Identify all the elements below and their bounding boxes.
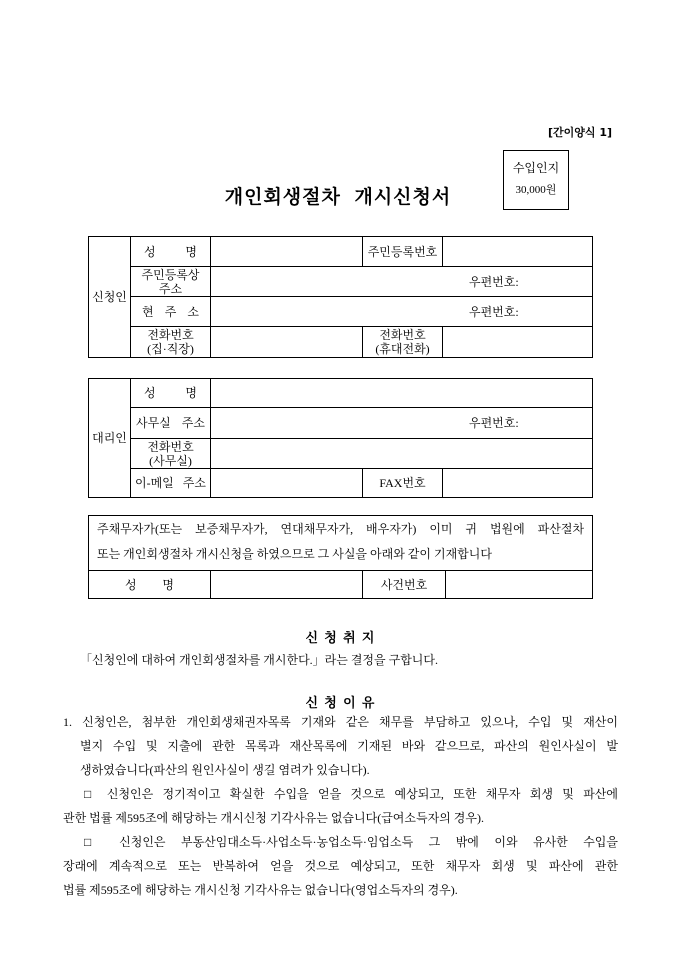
reasons-heading: 신 청 이 유 bbox=[305, 695, 375, 710]
reason-line: 법률 제595조에 해당하는 개시신청 기각사유는 없습니다(영업소득자의 경우). bbox=[63, 883, 458, 897]
reason-paragraph-3 bbox=[63, 830, 618, 902]
applicant-mobile-phone-label-line2: (휴대전화) bbox=[375, 342, 430, 356]
prior-filing-name-label-cell bbox=[89, 571, 211, 599]
agent-table bbox=[88, 378, 593, 498]
agent-section-label: 대리인 bbox=[89, 379, 131, 498]
applicant-current-address-label: 현 주 소 bbox=[142, 304, 199, 319]
agent-name-field bbox=[211, 379, 593, 408]
reason-line: 별지 수입 및 지출에 관한 목록과 재산목록에 기재된 바와 같으므로, 파산의 원인사실이 발 bbox=[80, 739, 618, 753]
reason-paragraph-2 bbox=[63, 782, 618, 830]
agent-name-label-cell bbox=[131, 379, 211, 408]
agent-name-label: 성 명 bbox=[144, 386, 197, 400]
agent-email-label: 이-메일 주소 bbox=[135, 476, 206, 490]
prior-filing-notice bbox=[89, 516, 593, 571]
agent-office-phone-label-line2: (사무실) bbox=[149, 453, 192, 468]
applicant-mobile-phone-label bbox=[363, 327, 443, 358]
agent-email-field bbox=[211, 469, 363, 498]
applicant-mobile-phone-field bbox=[443, 327, 593, 358]
reason-line: 1. 신청인은, 첨부한 개인회생채권자목록 기재와 같은 채무를 부담하고 있으나, 수입 및 재산이 bbox=[63, 715, 618, 729]
reason-line: □ 신청인은 부동산임대소득·사업소득·농업소득·임업소득 그 밖에 이와 유사한 수입을 bbox=[84, 835, 618, 849]
applicant-resident-number-field bbox=[443, 237, 593, 267]
purpose-heading: 신 청 취 지 bbox=[305, 630, 375, 645]
agent-office-phone-label bbox=[131, 439, 211, 469]
applicant-registered-address-label-line1: 주민등록상 bbox=[141, 267, 200, 282]
agent-office-postal-label: 우편번호: bbox=[469, 416, 519, 430]
prior-filing-case-number-field bbox=[446, 571, 593, 599]
applicant-registered-address-label bbox=[131, 267, 211, 297]
agent-office-address-field bbox=[211, 408, 593, 439]
reason-line: 장래에 계속적으로 또는 반복하여 얻을 것으로 예상되고, 또한 채무자 회생 및 파산에 관한 bbox=[63, 859, 618, 873]
applicant-home-phone-field bbox=[211, 327, 363, 358]
prior-filing-name-field bbox=[211, 571, 363, 599]
applicant-home-phone-label-line1: 전화번호 bbox=[147, 328, 194, 342]
applicant-registered-address-field bbox=[211, 267, 593, 297]
agent-office-address-label-cell bbox=[131, 408, 211, 439]
revenue-stamp-label: 수입인지 bbox=[512, 161, 560, 175]
document-title: 개인회생절차 개시신청서 bbox=[224, 186, 452, 208]
prior-filing-notice-line2: 또는 개인회생절차 개시신청을 하였으므로 그 사실을 아래와 같이 기재합니다 bbox=[97, 547, 492, 561]
prior-filing-table bbox=[88, 515, 593, 599]
applicant-home-phone-label bbox=[131, 327, 211, 358]
agent-fax-label: FAX번호 bbox=[363, 469, 443, 498]
applicant-name-label-cell bbox=[131, 237, 211, 267]
reason-line: 관한 법률 제595조에 해당하는 개시신청 기각사유는 없습니다(급여소득자의 경우). bbox=[63, 811, 484, 825]
applicant-table bbox=[88, 236, 593, 358]
applicant-home-phone-label-line2: (집·직장) bbox=[147, 342, 194, 356]
reasons-body bbox=[63, 710, 618, 902]
applicant-name-label: 성 명 bbox=[144, 244, 197, 259]
agent-email-label-cell bbox=[131, 469, 211, 498]
prior-filing-notice-line1: 주채무자가(또는 보증채무자가, 연대채무자가, 배우자가) 이미 귀 법원에 파산절차 bbox=[97, 522, 585, 536]
agent-office-phone-field bbox=[211, 439, 593, 469]
agent-office-address-label: 사무실 주소 bbox=[136, 416, 205, 430]
reason-line: 생하였습니다(파산의 원인사실이 생길 염려가 있습니다). bbox=[80, 763, 370, 777]
form-code: [간이양식 1] bbox=[547, 126, 612, 139]
prior-filing-name-label: 성 명 bbox=[125, 577, 174, 592]
applicant-current-address-field bbox=[211, 297, 593, 327]
purpose-text: 「신청인에 대하여 개인회생절차를 개시한다.」라는 결정을 구합니다. bbox=[80, 653, 438, 667]
revenue-stamp-box bbox=[503, 150, 569, 210]
applicant-resident-number-label: 주민등록번호 bbox=[363, 237, 443, 267]
agent-fax-field bbox=[443, 469, 593, 498]
agent-office-phone-label-line1: 전화번호 bbox=[147, 439, 194, 454]
reason-paragraph-1 bbox=[63, 710, 618, 782]
applicant-current-postal-label: 우편번호: bbox=[469, 304, 519, 319]
revenue-stamp-amount: 30,000원 bbox=[515, 184, 557, 196]
reason-line: □ 신청인은 정기적이고 확실한 수입을 얻을 것으로 예상되고, 또한 채무자 회생 및 파산에 bbox=[84, 787, 618, 801]
applicant-current-address-label-cell bbox=[131, 297, 211, 327]
applicant-mobile-phone-label-line1: 전화번호 bbox=[379, 328, 426, 342]
prior-filing-case-number-label: 사건번호 bbox=[363, 571, 446, 599]
applicant-name-field bbox=[211, 237, 363, 267]
applicant-registered-address-label-line2: 주소 bbox=[158, 281, 183, 296]
applicant-section-label: 신청인 bbox=[89, 237, 131, 358]
applicant-registered-postal-label: 우편번호: bbox=[469, 274, 519, 289]
